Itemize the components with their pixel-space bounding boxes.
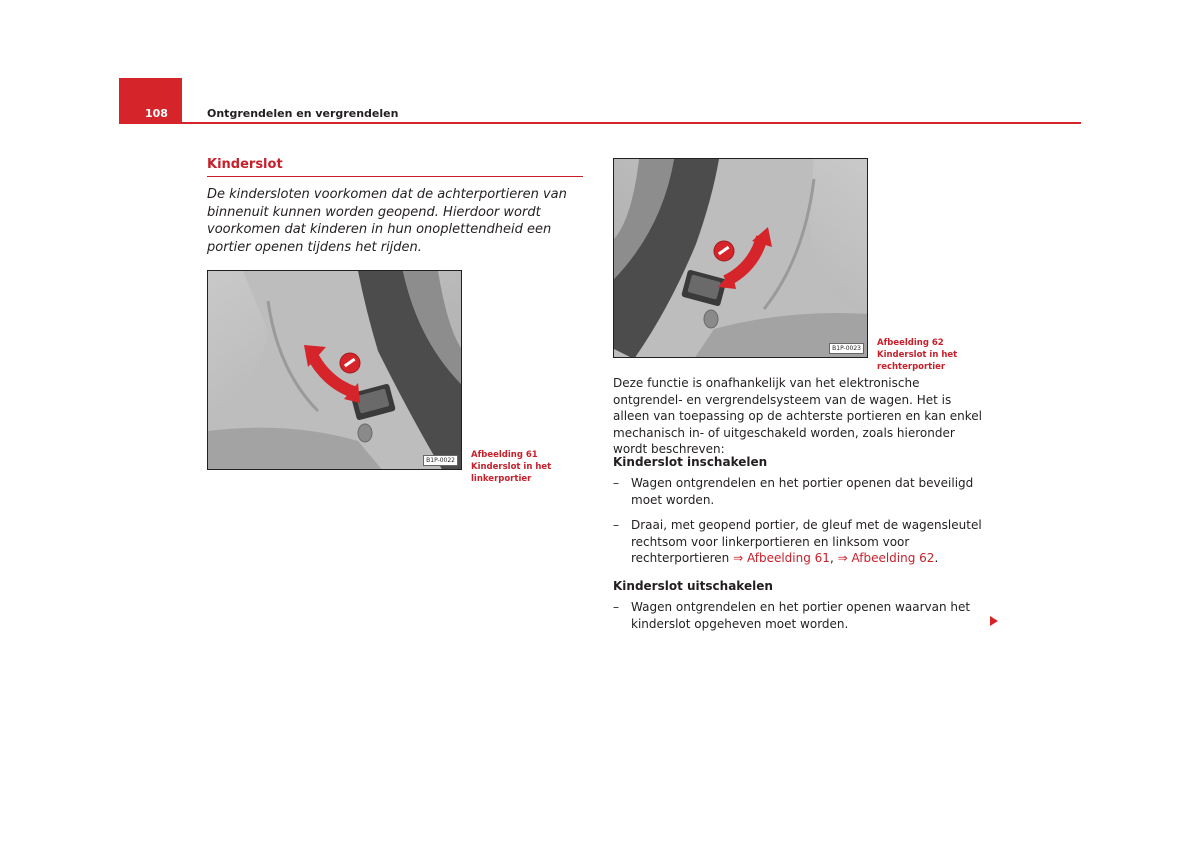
door-lock-illustration bbox=[208, 271, 462, 470]
figure-code: B1P-0023 bbox=[829, 343, 864, 354]
activate-heading: Kinderslot inschakelen bbox=[613, 455, 768, 469]
figure-61-link[interactable]: ⇒ Afbeelding 61 bbox=[733, 551, 830, 565]
deactivate-heading: Kinderslot uitschakelen bbox=[613, 579, 773, 593]
page-number: 108 bbox=[145, 107, 168, 120]
step-text: Draai, met geopend portier, de gleuf met de wagensleutel rechtsom voor linkerportieren en linksom voor rechterportieren bbox=[631, 518, 982, 565]
figure-62-link[interactable]: ⇒ Afbeelding 62 bbox=[837, 551, 935, 565]
step-end: . bbox=[934, 551, 939, 565]
caption-text: Kinderslot in het rechterportier bbox=[877, 350, 958, 372]
section-rule bbox=[207, 176, 583, 177]
list-dash: – bbox=[613, 518, 619, 532]
running-title: Ontgrendelen en vergrendelen bbox=[207, 107, 399, 120]
caption-text: Kinderslot in het linkerportier bbox=[471, 462, 552, 484]
figure-61-caption bbox=[471, 449, 586, 485]
list-item bbox=[613, 599, 993, 632]
list-dash: – bbox=[613, 476, 619, 490]
list-item bbox=[613, 475, 993, 508]
caption-label: Afbeelding 62 bbox=[877, 338, 944, 348]
figure-code: B1P-0022 bbox=[423, 455, 458, 466]
separator: , bbox=[829, 551, 838, 565]
list-dash: – bbox=[613, 600, 619, 614]
list-item-text: Wagen ontgrendelen en het portier openen waarvan het kinderslot opgeheven moet worden. bbox=[631, 600, 971, 631]
body-paragraph: Deze functie is onafhankelijk van het elektronische ontgrendel- en vergrendelsysteem van de wagen. Het is alleen van toepassing op de achterste portieren en kan enkel mechanisch in- of uitgeschakeld worden, zoals hieronder wordt beschreven: bbox=[613, 376, 983, 456]
figure-62 bbox=[613, 158, 868, 358]
section-title: Kinderslot bbox=[207, 157, 283, 172]
triangle-right-icon bbox=[990, 616, 998, 626]
figure-62-caption bbox=[877, 337, 997, 373]
list-item-text: Wagen ontgrendelen en het portier openen dat beveiligd moet worden. bbox=[631, 476, 974, 507]
figure-61 bbox=[207, 270, 462, 470]
list-item-text bbox=[631, 517, 993, 567]
list-item bbox=[613, 517, 993, 567]
intro-text: De kindersloten voorkomen dat de achterportieren van binnenuit kunnen worden geopend. Hierdoor wordt voorkomen dat kinderen in hun onoplettendheid een portier openen tijdens het rijden. bbox=[207, 187, 567, 255]
caption-label: Afbeelding 61 bbox=[471, 450, 538, 460]
header-rule bbox=[182, 122, 1081, 124]
door-lock-illustration bbox=[614, 159, 868, 358]
